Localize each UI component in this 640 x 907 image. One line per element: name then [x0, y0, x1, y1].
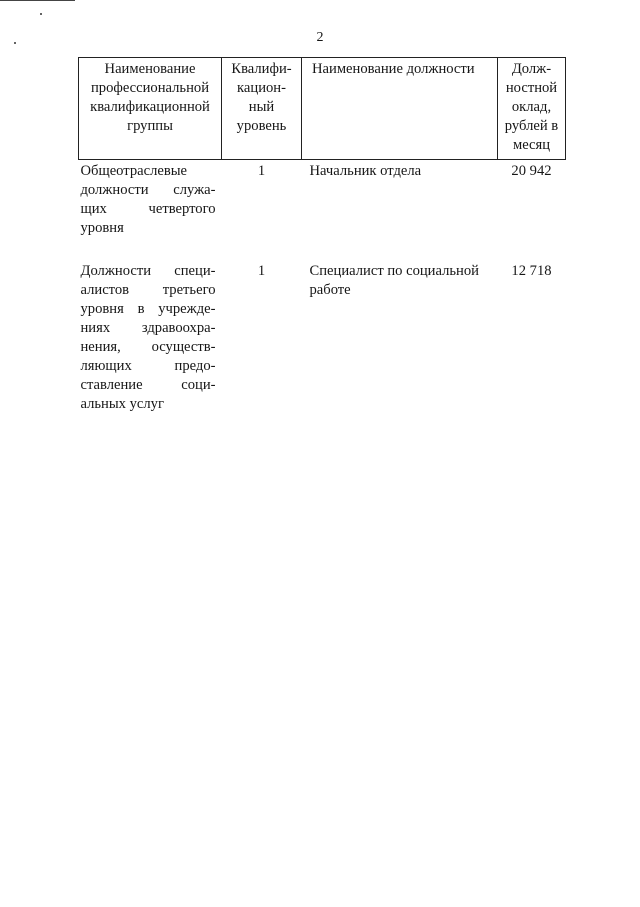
table-row: [79, 238, 566, 414]
scan-edge-line: [0, 0, 75, 1]
cell-salary: 12 718: [511, 263, 552, 279]
salary-table: [78, 57, 566, 414]
table-row: [79, 160, 566, 239]
header-salary: Долж-ностной оклад, рублей в месяц: [498, 58, 566, 160]
cell-position: Начальник отдела: [309, 163, 422, 179]
scan-speck: [40, 13, 42, 15]
header-qualification-level: Квалифи-кацион-ный уровень: [222, 58, 302, 160]
table-header-row: [79, 58, 566, 160]
header-position-name: Наименование должности: [302, 58, 498, 160]
cell-level: 1: [257, 163, 266, 179]
header-group-name: Наименование профессиональной квалификационной группы: [79, 58, 222, 160]
cell-group: Общеотраслевые должности служа-щих четвертого уровня: [80, 163, 216, 236]
cell-position: Специалист по социальной работе: [309, 263, 479, 298]
cell-group: Должности специ-алистов третьего уровня в учрежде-ниях здравоохра-нения, осуществ-ляющих предо-ставление соци-альных услуг: [80, 263, 216, 412]
cell-salary: 20 942: [511, 163, 552, 179]
page-number: 2: [316, 30, 324, 45]
cell-level: 1: [257, 263, 266, 279]
